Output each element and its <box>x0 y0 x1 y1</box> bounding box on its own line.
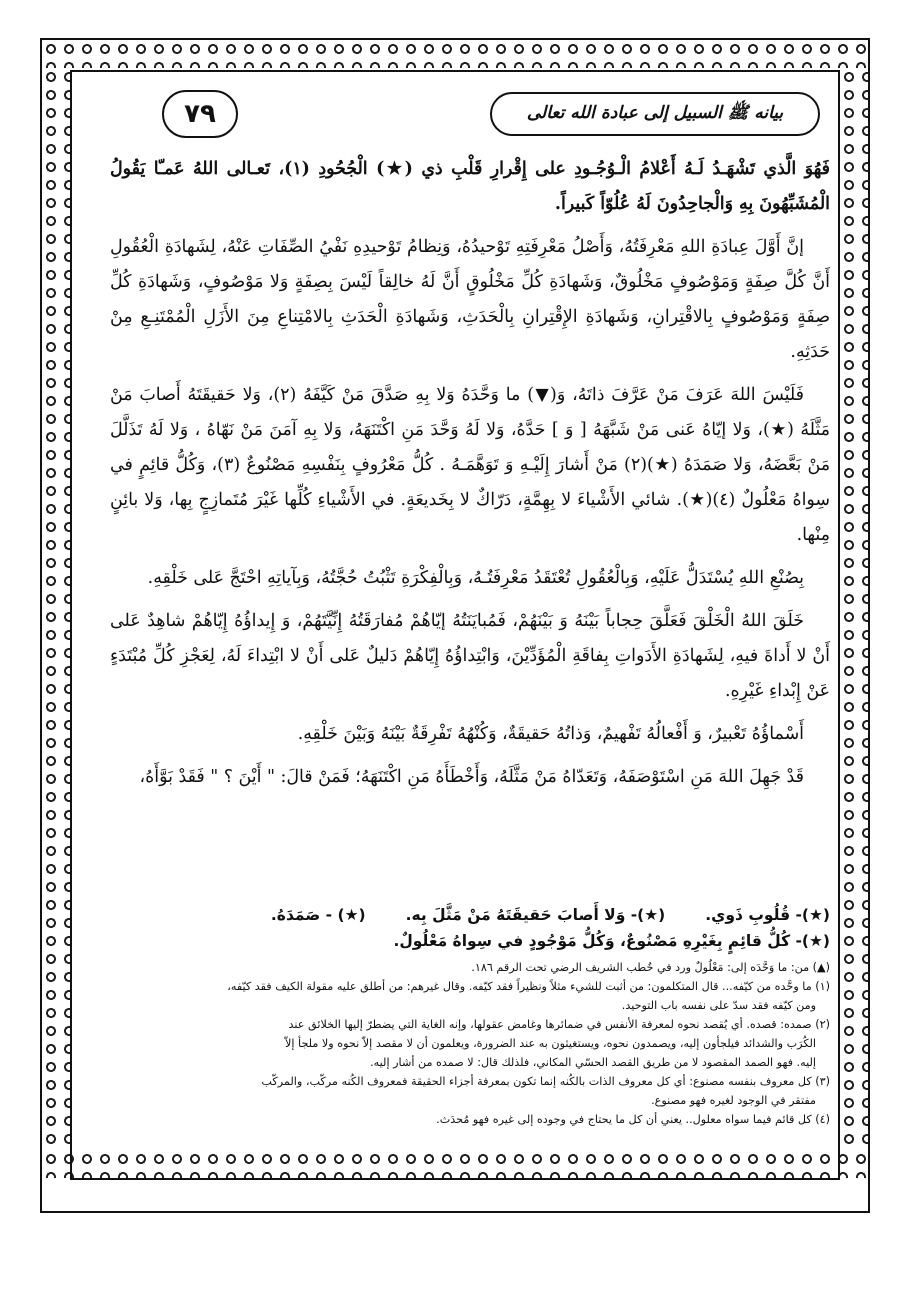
star-note: (★)- كُلُّ قائِمٍ بِغَيْرِهِ مَصْنُوعٌ، وَكُلُّ مَوْجُودٍ في سِواهُ مَعْلُولٌ. <box>393 932 830 950</box>
main-text <box>110 152 830 803</box>
paragraph: خَلَقَ اللهُ الْخَلْقَ فَعَلَّقَ حِجاباً بَيْنَهُ وَ بَيْنَهُمْ، فَمُبايَنَتُهُ إيّاهُمْ مُفارَقَتُهُ إِنِّيَّتَهُمْ، وَ إِيداؤُهُ إِيّاهُمْ شاهِدٌ عَلى أَنْ لا أَداةَ فيهِ، لِشَهادَةِ الأَدَواتِ بِفاقَةِ الْمُؤَدِّيْنَ، وَابْتِداؤُهُ إِيّاهُمْ دَليلٌ عَلى أَنْ لا ابْتِداءَ لَهُ، لِعَجْزِ كُلِّ مُبْتَدَءٍ عَنْ إِبْداءِ غَيْرِهِ. <box>110 611 830 701</box>
paragraph: بِصُنْعِ اللهِ يُسْتَدَلُّ عَلَيْهِ، وَبِالْعُقُولِ تُعْتَقَدُ مَعْرِفَتُـهُ، وَبِالْفِكْرَةِ تَثْبُتُ حُجَّتُهُ، وَبِآياتِهِ احْتَجَّ عَلى خَلْقِهِ. <box>147 568 804 588</box>
footnote: (٤) كل قائم فيما سواه معلول.. يعني أن كل ما يحتاج في وجوده إلى غيره فهو مُحدَث. <box>436 1113 830 1126</box>
running-header: بيانه ﷺ السبيل إلى عبادة الله تعالى <box>490 92 820 136</box>
footnote-continuation: إليه. فهو الصمد المقصود لا من طريق القصد الحسّي المكاني، فلذلك قال: لا صمده من أشار إليه. <box>370 1056 816 1069</box>
star-notes-row <box>112 902 830 928</box>
footnote: (٢) صمده: قصده. أي يُقصد نحوه لمعرفة الأنفس في ضمائرها وغامض عقولها، وإنه الغاية التي يضطرّ إليها الخلائق عند <box>288 1018 830 1031</box>
paragraph: فَلَيْسَ اللهَ عَرَفَ مَنْ عَرَّفَ ذاتَهُ، وَ(▼) ما وَحَّدَهُ وَلا بِهِ صَدَّقَ مَنْ كَيَّفَهُ (٢)، وَلا حَقيقَتَهُ أَصابَ مَنْ مَثَّلَهُ (★)، وَلا إيّاهُ عَنى مَنْ شَبَّهَهُ [ وَ ] حَدَّهُ، وَلا لَهُ وَحَّدَ مَنِ اكْتَنَهَهُ، وَلا بِهِ آمَنَ مَنْ نَهّاهُ ، وَلا لَهُ تَذَلَّلَ مَنْ بَعَّضَهُ، وَلا صَمَدَهُ (★)(٢) مَنْ أَشارَ إِلَيْـهِ وَ تَوَهَّمَـهُ . كُلُّ مَعْرُوفٍ بِنَفْسِهِ مَصْنُوعٌ (٣)، وَكُلُّ قائِمٍ في سِواهُ مَعْلُولٌ (٤)(★). شائي الأَشْياءَ لا بِهِمَّةٍ، دَرّاكٌ لا بِخَديعَةٍ. في الأَشْياءِ كُلِّها غَيْرَ مُتَمازِجٍ بِها، وَلا بائِنٍ مِنْها. <box>110 385 831 545</box>
footnotes <box>112 958 830 1129</box>
page-number: ٧٩ <box>162 90 238 138</box>
notes-section <box>112 902 830 1150</box>
paragraph: قَدْ جَهِلَ اللهَ مَنِ اسْتَوْصَفَهُ، وَتَعَدّاهُ مَنْ مَثَّلَهُ، وَأَخْطَأَهُ مَنِ اكْتَنَهَهُ؛ فَمَنْ قالَ: " أَيْنَ ؟ " فَقَدْ بَوَّأَهُ، <box>139 767 804 787</box>
paragraph: إنَّ أَوَّلَ عِبادَةِ اللهِ مَعْرِفَتُهُ، وَأَصْلُ مَعْرِفَتِهِ تَوْحيدُهُ، وَنِظامُ تَوْحيدِهِ نَفْيُ الصِّفَاتِ عَنْهُ، لِشَهادَةِ الْعُقُولِ أَنَّ كُلَّ صِفَةٍ وَمَوْصُوفٍ مَخْلُوقٌ، وَشَهادَةِ كُلِّ مَخْلُوقٍ أَنَّ لَهُ خالِقاً لَيْسَ بِصِفَةٍ وَلا مَوْصُوفٍ، وَشَهادَةِ كُلِّ صِفَةٍ وَمَوْصُوفٍ بِالاقْتِرانِ، وَشَهادَةِ الإِقْتِرانِ بِالْحَدَثِ، وَشَهادَةِ الْحَدَثِ بِالامْتِناعِ مِنَ الأَزَلِ الْمُمْتَنِـعِ مِنْ حَدَثِهِ. <box>110 237 830 362</box>
star-note: (★)- وَلا أَصابَ حَقيقَتَهُ مَنْ مَثَّلَ بِه. <box>405 906 666 924</box>
footnote-continuation: مفتقر في الوجود لغيره فهو مصنوع. <box>651 1094 816 1107</box>
footnote: (١) ما وحَّده من كيّفه... قال المتكلمون: من أثبت للشيء مثلاً ونظيراً فقد كيّفه. وقال غيرهم: من أطلق عليه مقولة الكيف فقد كيّفه، <box>227 980 830 993</box>
paragraph: فَهُوَ الَّذي تَشْهَـدُ لَـهُ أَعْلامُ الْـوُجُـودِ على إِقْرارِ قَلْبِ ذي (★) الْجُحُودِ (١)، تَعـالى اللهُ عَمـّا يَقُولُ الْمُشَبِّهُونَ بِهِ وَالْجاحِدُونَ لَهُ عُلُوّاً كَبيراً. <box>110 159 830 214</box>
footnote-continuation: ومن كيّفه فقد سدّ على نفسه باب التوحيد. <box>621 999 816 1012</box>
footnote-continuation: الكُرَب والشدائد فيلجأون إليه، ويصمدون نحوه، ويستغيثون به عند الضرورة، ويعلمون أن لا مقصد إلاّ نحوه ولا ملجأ إلاّ <box>284 1037 816 1050</box>
star-note: (★)- قُلُوبِ ذَوي. <box>705 906 830 924</box>
paragraph: أَسْماؤُهُ تَعْبيرٌ، وَ أَفْعالُهُ تَفْهيمٌ، وَذاتُهُ حَقيقَةٌ، وَكُنْهُهُ تَفْرِقَةٌ بَيْنَهُ وَبَيْنَ خَلْقِهِ. <box>297 724 804 744</box>
footnote: (▲) من: ما وَحَّدَه إلى: مَعْلُولٌ ورد في خُطب الشريف الرضي تحت الرقم ١٨٦. <box>471 961 830 974</box>
star-note: (★) - صَمَدَهُ. <box>270 906 366 924</box>
footnote: (٣) كل معروف بنفسه مصنوع: أي كل معروف الذات بالكُنه إنما تكون بمعرفة أجزاء الحقيقة فمعروف الكُنه مركّب، والمركّب <box>261 1075 830 1088</box>
